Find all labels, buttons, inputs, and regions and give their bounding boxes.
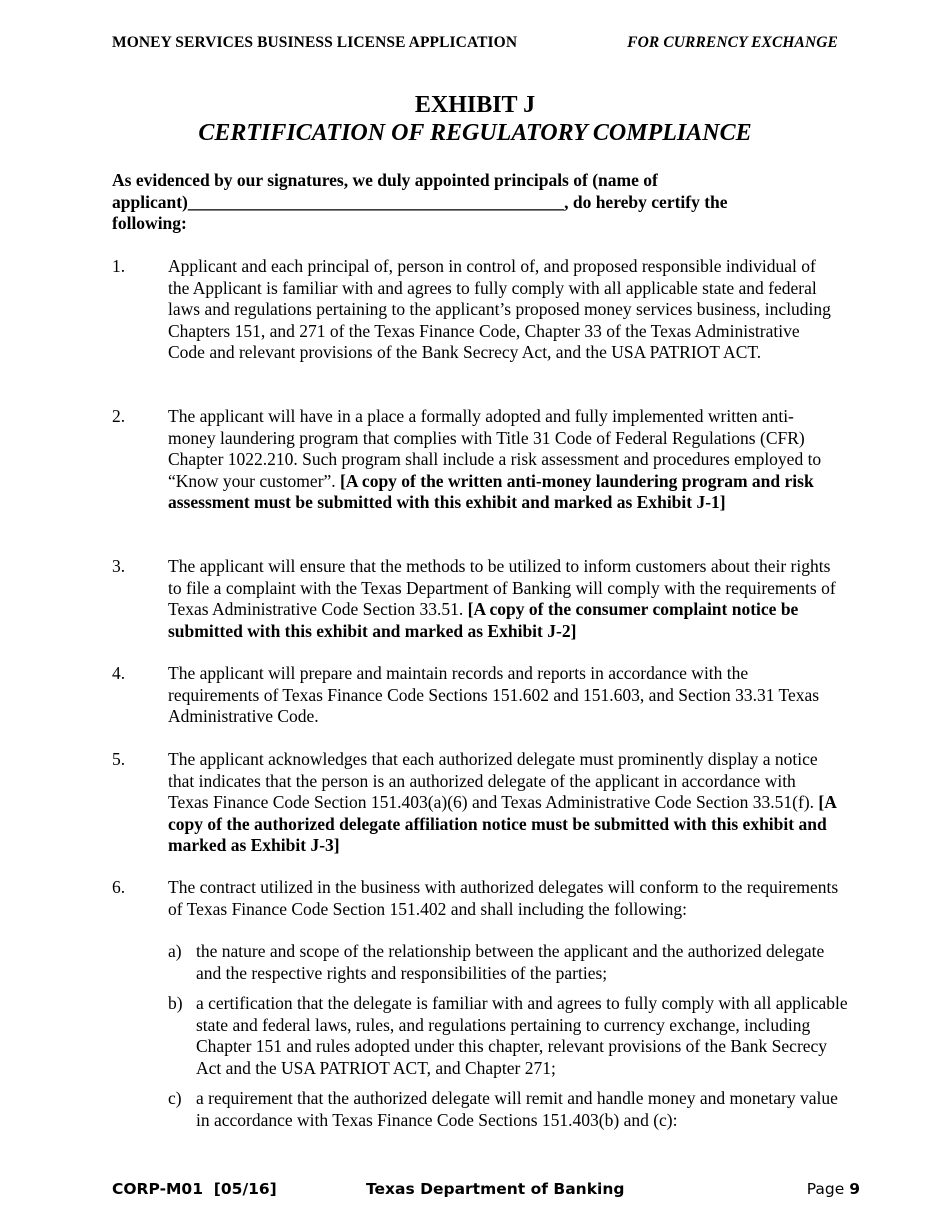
sub-item-label: c) <box>168 1088 182 1108</box>
list-item <box>112 877 840 920</box>
item-text: Applicant and each principal of, person in control of, and proposed responsible individual of the Applicant is familiar with and agrees to fully comply with all applicable state and federal laws and regulations pertaining to the applicant’s proposed money services business, including Chapters 151, and 271 of the Texas Finance Code, Chapter 33 of the Texas Administrative Code and relevant provisions of the Bank Secrecy Act, and the USA PATRIOT ACT. <box>168 256 831 362</box>
list-item <box>112 256 840 364</box>
sub-item-text: the nature and scope of the relationship between the applicant and the authorized delegate and the respective rights and responsibilities of the parties; <box>196 941 825 983</box>
exhibit-title: EXHIBIT J <box>414 92 536 118</box>
item-number: 6. <box>112 877 126 897</box>
list-item <box>112 556 840 642</box>
footer-form-code: CORP-M01 [05/16] <box>112 1180 277 1198</box>
item-number: 1. <box>112 256 126 276</box>
list-item <box>112 406 840 514</box>
sub-list-item <box>168 941 848 984</box>
item-text: The applicant will ensure that the methods to be utilized to inform customers about their rights to file a complaint with the Texas Department of Banking will comply with the requirements of Texas Administrative Code Section 33.51. <box>168 556 836 619</box>
item-number: 2. <box>112 406 126 426</box>
intro-statement: As evidenced by our signatures, we duly appointed principals of (name of applicant)___________________________________________, do hereby certify the following: <box>112 170 728 233</box>
item-text: The applicant acknowledges that each authorized delegate must prominently display a notice that indicates that the person is an authorized delegate of the applicant in accordance with Texas Finance Code Section 151.403(a)(6) and Texas Administrative Code Section 33.51(f). <box>168 749 819 812</box>
item-note: [A copy of the written anti-money laundering program and risk assessment must be submitted with this exhibit and marked as Exhibit J-1] <box>168 470 814 512</box>
list-item <box>112 749 840 857</box>
sub-item-text: a requirement that the authorized delegate will remit and handle money and monetary value in accordance with Texas Finance Code Sections 151.403(b) and (c): <box>196 1088 838 1130</box>
exhibit-subtitle: CERTIFICATION OF REGULATORY COMPLIANCE <box>198 120 752 146</box>
page-number: 9 <box>849 1180 860 1198</box>
item-note: [A copy of the authorized delegate affiliation notice must be submitted with this exhibit and marked as Exhibit J-3] <box>168 792 836 855</box>
item-text: The contract utilized in the business with authorized delegates will conform to the requirements of Texas Finance Code Section 151.402 and shall including the following: <box>168 877 839 919</box>
sub-item-label: a) <box>168 941 182 961</box>
sub-item-label: b) <box>168 993 183 1013</box>
item-number: 4. <box>112 663 126 683</box>
sub-list-item <box>168 1088 848 1131</box>
item-number: 5. <box>112 749 126 769</box>
item-text: The applicant will have in a place a formally adopted and fully implemented written anti-money laundering program that complies with Title 31 Code of Federal Regulations (CFR) Chapter 1022.210. Such program shall include a risk assessment and procedures employed to “Know your customer”. <box>168 406 822 491</box>
header-form-title: MONEY SERVICES BUSINESS LICENSE APPLICATION <box>112 34 518 51</box>
item-text: The applicant will prepare and maintain records and reports in accordance with the requirements of Texas Finance Code Sections 151.602 and 151.603, and Section 33.31 Texas Administrative Code. <box>168 663 820 726</box>
item-note: [A copy of the consumer complaint notice be submitted with this exhibit and marked as Exhibit J-2] <box>168 599 799 641</box>
footer-agency: Texas Department of Banking <box>366 1180 625 1198</box>
header-form-type: FOR CURRENCY EXCHANGE <box>627 34 838 51</box>
sub-list-item <box>168 993 848 1079</box>
sub-item-text: a certification that the delegate is familiar with and agrees to fully comply with all applicable state and federal laws, rules, and regulations pertaining to currency exchange, including Chapter 151 and rules adopted under this chapter, relevant provisions of the Bank Secrecy Act and the USA PATRIOT ACT, and Chapter 271; <box>196 993 848 1078</box>
item-number: 3. <box>112 556 126 576</box>
list-item <box>112 663 840 728</box>
page-label: Page <box>806 1180 850 1198</box>
footer-page <box>807 1180 860 1198</box>
